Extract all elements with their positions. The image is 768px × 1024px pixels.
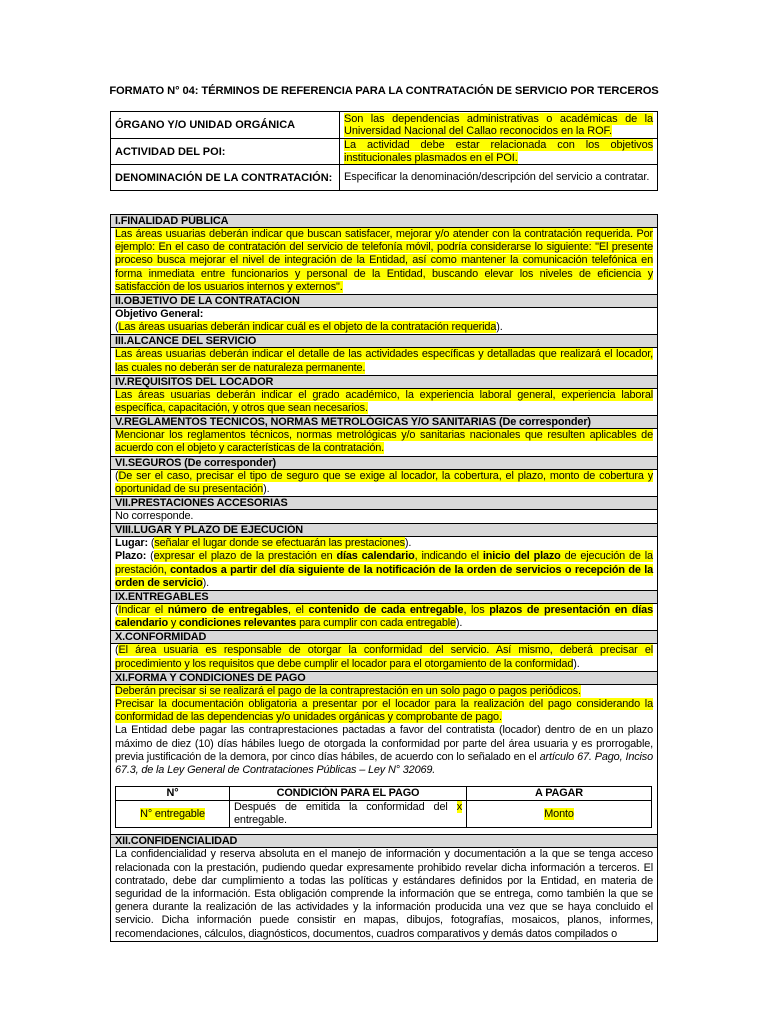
section-body-alcance: Las áreas usuarias deberán indicar el detalle de las actividades específicas y detalladas que realizará el locador, las cuales no deberán ser de naturaleza permanente. bbox=[111, 348, 658, 375]
section-header-conformidad: X.CONFORMIDAD bbox=[111, 631, 658, 644]
section-header-seguros: VI.SEGUROS (De corresponder) bbox=[111, 456, 658, 469]
payment-cell-entregable: N° entregable bbox=[116, 801, 230, 828]
lugar-line: Lugar: (señalar el lugar donde se efectuarán las prestaciones). bbox=[115, 537, 412, 550]
section-header-prestaciones: VII.PRESTACIONES ACCESORIAS bbox=[111, 497, 658, 510]
payment-table bbox=[115, 786, 652, 828]
section-body-entregables: (Indicar el número de entregables, el contenido de cada entregable, los plazos de presentación en días calendario y condiciones relevantes para cumplir con cada entregable). bbox=[111, 604, 658, 631]
info-label-actividad: ACTIVIDAD DEL POI: bbox=[111, 139, 340, 165]
info-table bbox=[110, 111, 658, 191]
section-header-reglamentos: V.REGLAMENTOS TECNICOS, NORMAS METROLÓGICAS Y/O SANITARIAS (De corresponder) bbox=[111, 416, 658, 429]
info-label-organo: ÓRGANO Y/O UNIDAD ORGÁNICA bbox=[111, 112, 340, 139]
section-body-pago: Deberán precisar si se realizará el pago de la contraprestación en un solo pago o pagos periódicos. Precisar la documentación obligatoria a presentar por el locador para la realización del pago considerando la conformidad de las dependencias y/o unidades orgánicas y comprobante de pago. La Entidad debe pagar las contraprestaciones pactadas a favor del contratista (locador) dentro de en un plazo máximo de diez (10) días hábiles luego de otorgada la conformidad por parte del área usuaria y es prorrogable, previa justificación de la demora, por cinco días hábiles, de acuerdo con lo señalado en el artículo 67. Pago, Inciso 67.3, de la Ley General de Contrataciones Públicas – Ley N° 32069. N° CONDICIÓN PARA EL PAGO A PAGAR N° entregable Después de emitida la conformidad del x entregable. Monto bbox=[111, 684, 658, 834]
info-value-actividad: La actividad debe estar relacionada con los objetivos institucionales plasmados en el POI. bbox=[340, 139, 658, 165]
section-body-objetivo: Objetivo General: (Las áreas usuarias deberán indicar cuál es el objeto de la contratación requerida). bbox=[111, 308, 658, 335]
section-header-objetivo: II.OBJETIVO DE LA CONTRATACION bbox=[111, 295, 658, 308]
payment-cell-condicion: Después de emitida la conformidad del x entregable. bbox=[230, 801, 467, 828]
section-header-requisitos: IV.REQUISITOS DEL LOCADOR bbox=[111, 375, 658, 388]
section-body-prestaciones: No corresponde. bbox=[111, 510, 658, 524]
section-header-entregables: IX.ENTREGABLES bbox=[111, 591, 658, 604]
info-value-denominacion: Especificar la denominación/descripción del servicio a contratar. bbox=[340, 165, 658, 191]
section-body-requisitos: Las áreas usuarias deberán indicar el grado académico, la experiencia laboral general, experiencia laboral específica, capacitación, y otros que sean necesarios. bbox=[111, 388, 658, 415]
section-body-conformidad: (El área usuaria es responsable de otorgar la conformidad del servicio. Así mismo, deberá precisar el procedimiento y los requisitos que debe cumplir el locador para el otorgamiento de la conformidad). bbox=[111, 644, 658, 671]
objetivo-general-label: Objetivo General: bbox=[115, 308, 204, 321]
payment-cell-monto: Monto bbox=[467, 801, 652, 828]
terms-table bbox=[110, 214, 658, 942]
info-value-organo: Son las dependencias administrativas o académicas de la Universidad Nacional del Callao reconocidos en la ROF. bbox=[340, 112, 658, 139]
payment-header-n: N° bbox=[116, 787, 230, 801]
section-header-confidencialidad: XII.CONFIDENCIALIDAD bbox=[111, 835, 658, 848]
section-body-finalidad: Las áreas usuarias deberán indicar que buscan satisfacer, mejorar y/o atender con la contratación requerida. Por ejemplo: En el caso de contratación del servicio de telefonía móvil, podría considerarse lo siguiente: "El presente proceso busca mejorar el nivel de integración de la Entidad, así como mantener la comunicación telefónica en forma inmediata entre funcionarios y personal de la Entidad, buscando elevar los niveles de eficiencia y satisfacción de los usuarios internos y externos". bbox=[111, 228, 658, 295]
info-label-denominacion: DENOMINACIÓN DE LA CONTRATACIÓN: bbox=[111, 165, 340, 191]
section-header-pago: XI.FORMA Y CONDICIONES DE PAGO bbox=[111, 671, 658, 684]
section-header-finalidad: I.FINALIDAD PÚBLICA bbox=[111, 215, 658, 228]
payment-header-apagar: A PAGAR bbox=[467, 787, 652, 801]
section-body-seguros: (De ser el caso, precisar el tipo de seguro que se exige al locador, la cobertura, el plazo, monto de cobertura y oportunidad de su presentación). bbox=[111, 469, 658, 496]
section-body-lugar-plazo bbox=[111, 537, 658, 591]
plazo-line: Plazo: (expresar el plazo de la prestación en días calendario, indicando el inicio del plazo de ejecución de la prestación, contados a partir del día siguiente de la notificación de la orden de servicios o recepción de la orden de servicio). bbox=[115, 550, 654, 589]
payment-header-condicion: CONDICIÓN PARA EL PAGO bbox=[230, 787, 467, 801]
section-body-confidencialidad: La confidencialidad y reserva absoluta en el manejo de información y documentación a la que se tenga acceso relacionada con la prestación, pudiendo quedar expresamente prohibido revelar dicha información a terceros. El contratado, debe dar cumplimiento a todas las políticas y estándares definidos por la Entidad, en materia de seguridad de la información. Esta obligación comprende la información que se entrega, como también la que se genera durante la realización de las actividades y la información producida una vez que se haya concluido el servicio. Dicha información puede consistir en mapas, dibujos, fotografías, mosaicos, planos, informes, recomendaciones, cálculos, diagnósticos, documentos, cuadros comparativos y demás datos compilados o bbox=[111, 848, 658, 941]
section-body-reglamentos: Mencionar los reglamentos técnicos, normas metrológicas y/o sanitarias nacionales que resulten aplicables de acuerdo con el objeto y características de la contratación. bbox=[111, 429, 658, 456]
section-header-lugar-plazo: VIII.LUGAR Y PLAZO DE EJECUCIÓN bbox=[111, 524, 658, 537]
section-header-alcance: III.ALCANCE DEL SERVICIO bbox=[111, 335, 658, 348]
page-title: FORMATO N° 04: TÉRMINOS DE REFERENCIA PARA LA CONTRATACIÓN DE SERVICIO POR TERCEROS bbox=[109, 85, 659, 97]
